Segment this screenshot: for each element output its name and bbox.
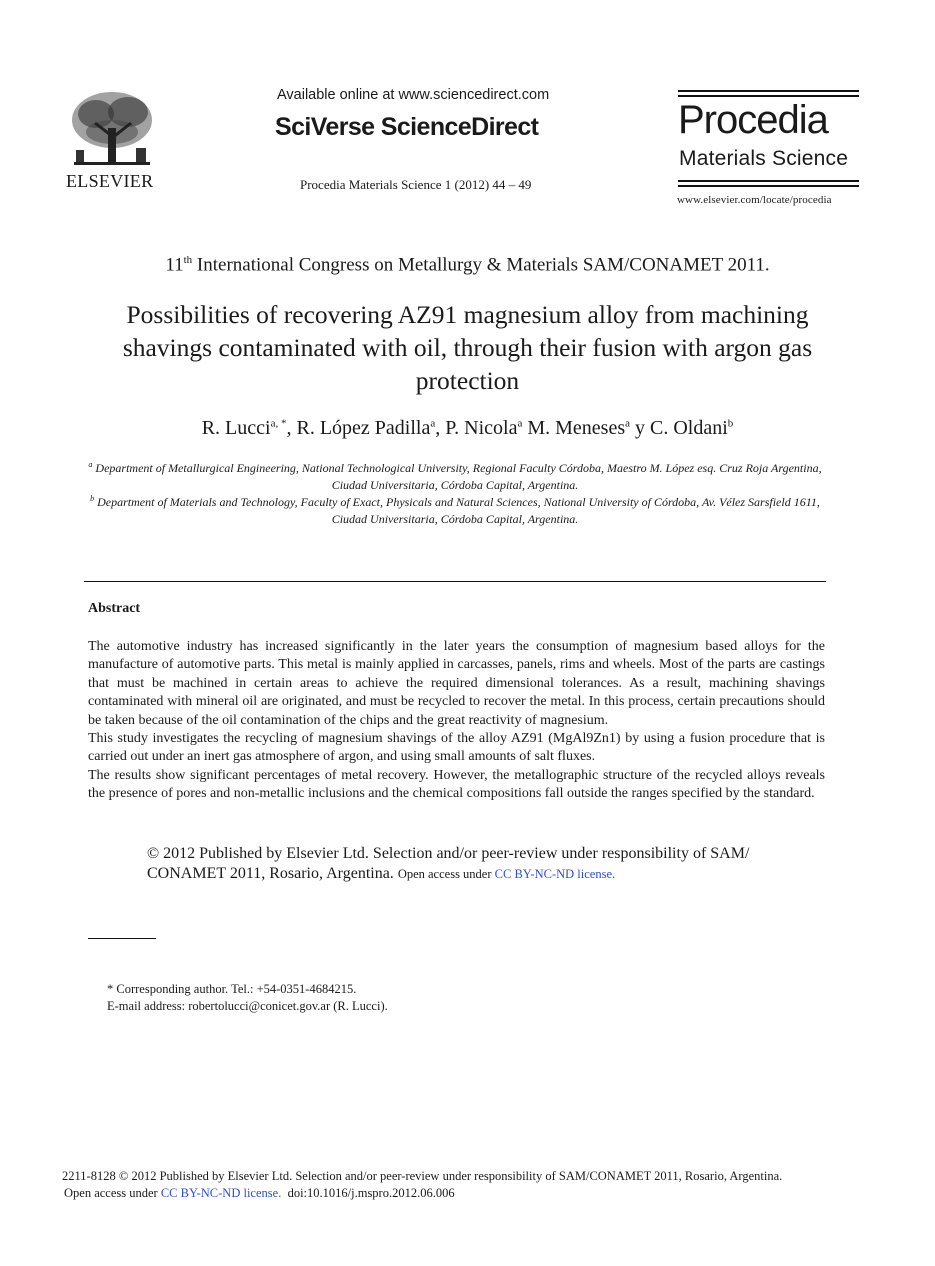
- journal-logo-name: Procedia: [678, 98, 828, 142]
- author-separator: ,: [286, 417, 297, 439]
- footer-open-access: [64, 1186, 455, 1201]
- footer-oa-prefix: Open access under: [64, 1186, 161, 1200]
- journal-url[interactable]: www.elsevier.com/locate/procedia: [677, 194, 832, 206]
- abstract-paragraph: The automotive industry has increased significantly in the later years the consumption of magnesium based alloys for the manufacture of automotive parts. This metal is mainly applied in carcasses, panels, rims and wheels. Most of the parts are castings that must be machined in certain areas to achieve the required dimensional tolerances. As a result, machining shavings contaminated with mineral oil are originated, and must be recycled to recover the metal. In this process, certain precautions should be taken because of the oil contamination of the chips and the great reactivity of magnesium.: [88, 639, 825, 728]
- abstract-body: [88, 638, 825, 804]
- procedia-rule-top: [678, 90, 859, 92]
- author-name: R. Lucci: [201, 417, 271, 439]
- affiliation-text: Department of Metallurgical Engineering, National Technological University, Regional Faculty Córdoba, Maestro M. López esq. Cruz Roja Argentina, Ciudad Universitaria, Córdoba Capital, Argentina.: [92, 461, 822, 492]
- author-separator: ,: [435, 417, 446, 439]
- license-link[interactable]: CC BY-NC-ND license.: [494, 867, 616, 881]
- copyright-line-1: © 2012 Published by Elsevier Ltd. Selection and/or peer-review under responsibility of SAM/: [147, 845, 750, 862]
- author-affil-mark: b: [727, 417, 734, 430]
- affiliation-mark: b: [90, 494, 95, 503]
- corresponding-author-note: * Corresponding author. Tel.: +54-0351-4684215.: [107, 982, 357, 996]
- copyright-line-2: CONAMET 2011, Rosario, Argentina.: [147, 865, 394, 882]
- author-affil-mark: a: [430, 417, 436, 430]
- paper-title: Possibilities of recovering AZ91 magnesium alloy from machining shavings contaminated with oil, through their fusion with argon gas protection: [122, 300, 813, 395]
- affiliation-b: [88, 490, 822, 528]
- procedia-rule-top-2: [678, 95, 859, 97]
- copyright-notice: [147, 844, 787, 884]
- abstract-paragraph: The results show significant percentages of metal recovery. However, the metallographic structure of the recycled alloys reveals the presence of pores and non-metallic inclusions and the chemical compositions fall outside the ranges specified by the standard.: [88, 767, 825, 802]
- author-affil-mark: a: [517, 417, 523, 430]
- congress-number: 11: [165, 254, 184, 276]
- issn-line: 2211-8128 © 2012 Published by Elsevier Ltd. Selection and/or peer-review under responsibility of SAM/CONAMET 2011, Rosario, Argentina.: [62, 1169, 783, 1183]
- congress-text: International Congress on Metallurgy & Materials SAM/CONAMET 2011.: [192, 254, 770, 276]
- author-affil-mark: a, *: [270, 417, 287, 430]
- doi[interactable]: doi:10.1016/j.mspro.2012.06.006: [287, 1186, 455, 1200]
- author-name: C. Oldani: [650, 417, 728, 439]
- abstract-paragraph: This study investigates the recycling of magnesium shavings of the alloy AZ91 (MgAl9Zn1) by using a fusion procedure that is carried out under an inert gas atmosphere of argon, and using small amounts of salt fluxes.: [88, 731, 825, 765]
- section-divider: [84, 581, 826, 582]
- author-name: R. López Padilla: [296, 417, 431, 439]
- author-affil-mark: a: [625, 417, 630, 430]
- available-online: Available online at www.sciencedirect.com: [277, 87, 550, 103]
- journal-reference: Procedia Materials Science 1 (2012) 44 – 49: [300, 177, 532, 192]
- affiliation-a: [88, 456, 822, 494]
- author-name: P. Nicola: [445, 417, 518, 439]
- author-separator: y: [630, 417, 650, 439]
- procedia-rule-bottom-2: [678, 185, 859, 187]
- journal-logo-subtitle: Materials Science: [679, 147, 849, 170]
- email-note: E-mail address: robertolucci@conicet.gov.ar (R. Lucci).: [107, 999, 388, 1013]
- footer-license-link[interactable]: CC BY-NC-ND license.: [160, 1186, 282, 1200]
- procedia-rule-bottom: [678, 180, 859, 182]
- open-access-prefix: Open access under: [397, 867, 495, 881]
- author-list: [0, 417, 935, 440]
- abstract-heading: Abstract: [88, 601, 141, 616]
- affiliation-text: Department of Materials and Technology, Faculty of Exact, Physicals and Natural Sciences, National University of Córdoba, Av. Vélez Sarsfield 1611, Ciudad Universitaria, Córdoba Capital, Argentina.: [94, 495, 820, 526]
- affiliation-mark: a: [88, 460, 93, 469]
- sciencedirect-wordmark: SciVerse ScienceDirect: [275, 113, 539, 141]
- congress-line: [0, 254, 935, 276]
- congress-ordinal: th: [183, 254, 193, 266]
- footnote-divider: [88, 938, 156, 939]
- author-name: M. Meneses: [527, 417, 626, 439]
- elsevier-wordmark: ELSEVIER: [66, 171, 154, 191]
